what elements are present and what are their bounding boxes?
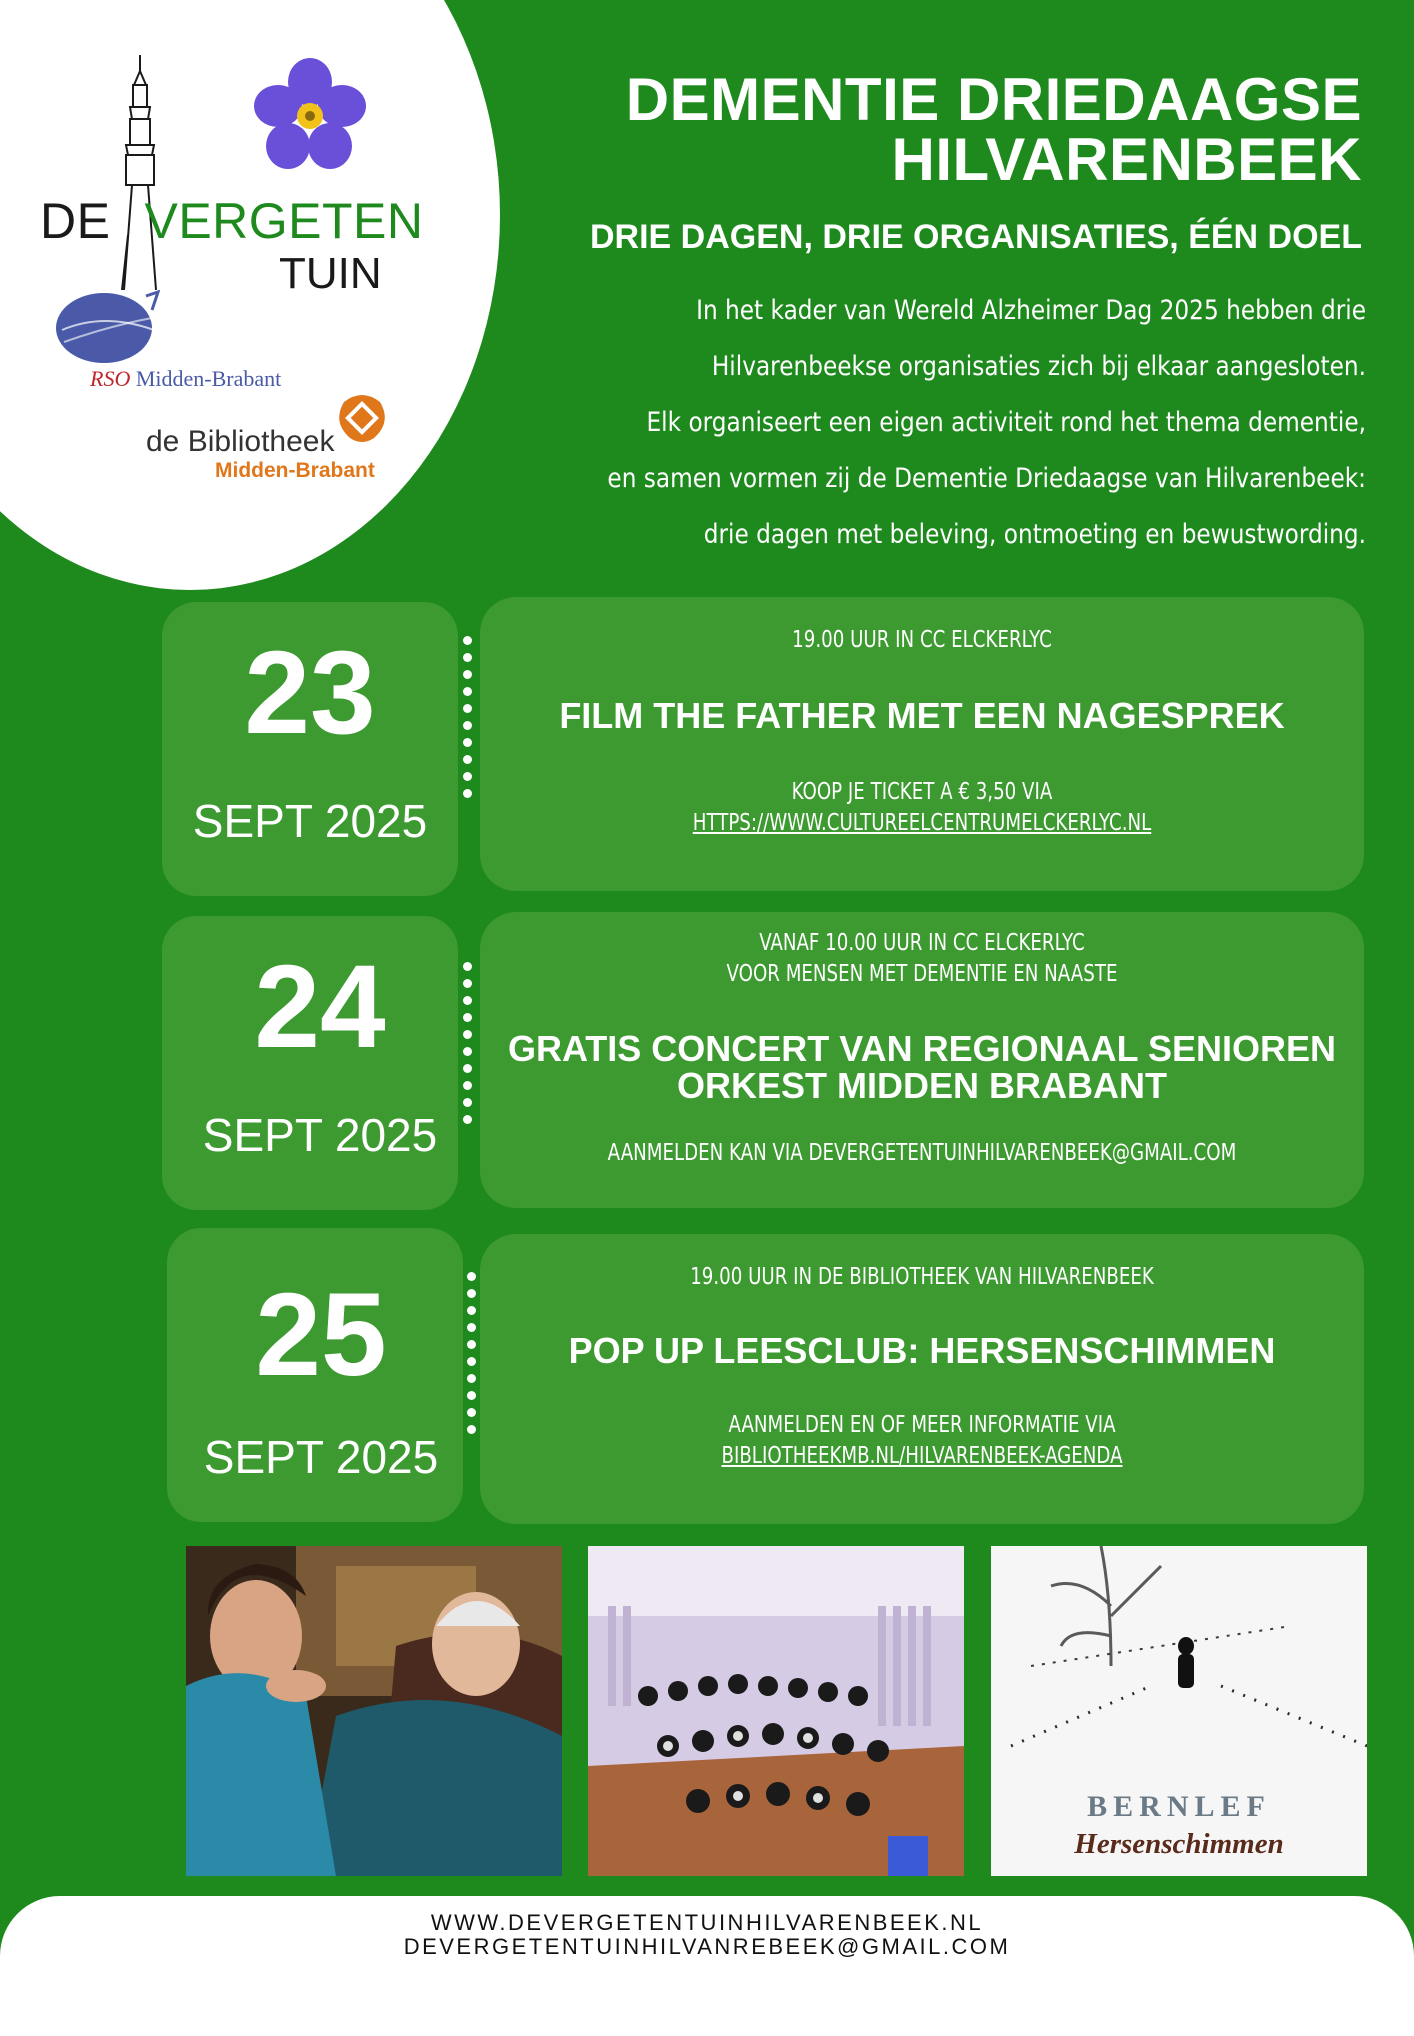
library-agenda-link[interactable]: BIBLIOTHEEKMB.NL/HILVARENBEEK-AGENDA [721, 1443, 1123, 1469]
event-info-line: VOOR MENSEN MET DEMENTIE EN NAASTE [726, 961, 1118, 987]
event-title-line: ORKEST MIDDEN BRABANT [677, 1065, 1167, 1106]
logo-word-tuin: TUIN [279, 249, 382, 298]
event-title [480, 1332, 1364, 1369]
event-date-box [162, 916, 458, 1210]
photo-the-father [186, 1546, 562, 1876]
photo-book-hersenschimmen [991, 1546, 1367, 1876]
rso-globe-icon [54, 290, 164, 370]
partner-logos [0, 0, 460, 560]
event-info [480, 625, 1364, 656]
event-title [480, 697, 1364, 734]
event-month: SEPT 2025 [192, 795, 428, 847]
intro-paragraph [446, 283, 1366, 563]
event-title-line: FILM THE FATHER MET EEN NAGESPREK [559, 695, 1285, 736]
event-details [480, 1410, 1364, 1472]
registration-email[interactable]: AANMELDEN KAN VIA DEVERGETENTUINHILVARENBEEK@GMAIL.COM [607, 1140, 1237, 1166]
contact-footer [0, 1896, 1414, 2036]
event-info-line: 19.00 UUR IN CC ELCKERLYC [792, 627, 1052, 653]
library-logo-icon [334, 392, 390, 444]
logo-word-de: DE [40, 193, 111, 249]
dotted-divider [463, 636, 473, 806]
event-details [480, 1138, 1364, 1169]
dotted-divider [463, 962, 473, 1132]
event-info [480, 928, 1364, 990]
event-card [480, 597, 1364, 891]
event-card [480, 912, 1364, 1208]
intro-line: en samen vormen zij de Dementie Driedaagse van Hilvarenbeek: [607, 463, 1366, 494]
event-info-line: VANAF 10.00 UUR IN CC ELCKERLYC [759, 930, 1085, 956]
event-month: SEPT 2025 [203, 1431, 439, 1483]
photo-orchestra [588, 1546, 964, 1876]
intro-line: In het kader van Wereld Alzheimer Dag 2025 hebben drie [696, 295, 1366, 326]
logo-word-vergeten: VERGETEN [144, 193, 424, 249]
page-subtitle: DRIE DAGEN, DRIE ORGANISATIES, ÉÉN DOEL [589, 218, 1362, 256]
library-logo-region: Midden-Brabant [215, 459, 375, 482]
event-details [480, 777, 1364, 839]
footer-website[interactable]: WWW.DEVERGETENTUINHILVARENBEEK.NL [430, 1910, 984, 1935]
rso-name: Midden-Brabant [135, 366, 282, 391]
event-title-line: GRATIS CONCERT VAN REGIONAAL SENIOREN [507, 1028, 1337, 1069]
book-author: BERNLEF [1087, 1790, 1271, 1823]
event-day: 23 [244, 627, 376, 759]
title-line-2: HILVARENBEEK [891, 126, 1362, 193]
dotted-divider [467, 1272, 477, 1442]
event-date-box [167, 1228, 463, 1522]
event-details-line: AANMELDEN EN OF MEER INFORMATIE VIA [728, 1412, 1116, 1438]
ticket-link[interactable]: HTTPS://WWW.CULTUREELCENTRUMELCKERLYC.NL [692, 810, 1152, 836]
event-card [480, 1234, 1364, 1524]
church-tower-icon [110, 55, 170, 290]
devergeten-logo-text [40, 193, 424, 249]
rso-logo-text [90, 366, 281, 392]
rso-abbreviation: RSO [90, 366, 131, 391]
intro-line: Hilvarenbeekse organisaties zich bij elkaar aangesloten. [711, 351, 1366, 382]
event-info [480, 1262, 1364, 1293]
title-line-1: DEMENTIE DRIEDAAGSE [625, 66, 1362, 133]
event-info-line: 19.00 UUR IN DE BIBLIOTHEEK VAN HILVARENBEEK [690, 1264, 1154, 1290]
event-day: 25 [255, 1269, 387, 1401]
forget-me-not-flower-icon [250, 56, 370, 174]
intro-line: Elk organiseert een eigen activiteit rond het thema dementie, [646, 407, 1366, 438]
event-date-box [162, 602, 458, 896]
page-title [542, 66, 1362, 193]
event-details-line: KOOP JE TICKET A € 3,50 VIA [791, 779, 1053, 805]
event-title-line: POP UP LEESCLUB: HERSENSCHIMMEN [568, 1330, 1276, 1371]
footer-email[interactable]: DEVERGETENTUINHILVANREBEEK@GMAIL.COM [403, 1934, 1011, 1959]
event-month: SEPT 2025 [202, 1109, 438, 1161]
library-logo-name: de Bibliotheek [146, 425, 335, 458]
event-day: 24 [254, 941, 386, 1073]
event-title [480, 1030, 1364, 1104]
book-title: Hersenschimmen [1074, 1828, 1284, 1860]
intro-line: drie dagen met beleving, ontmoeting en bewustwording. [703, 519, 1366, 550]
